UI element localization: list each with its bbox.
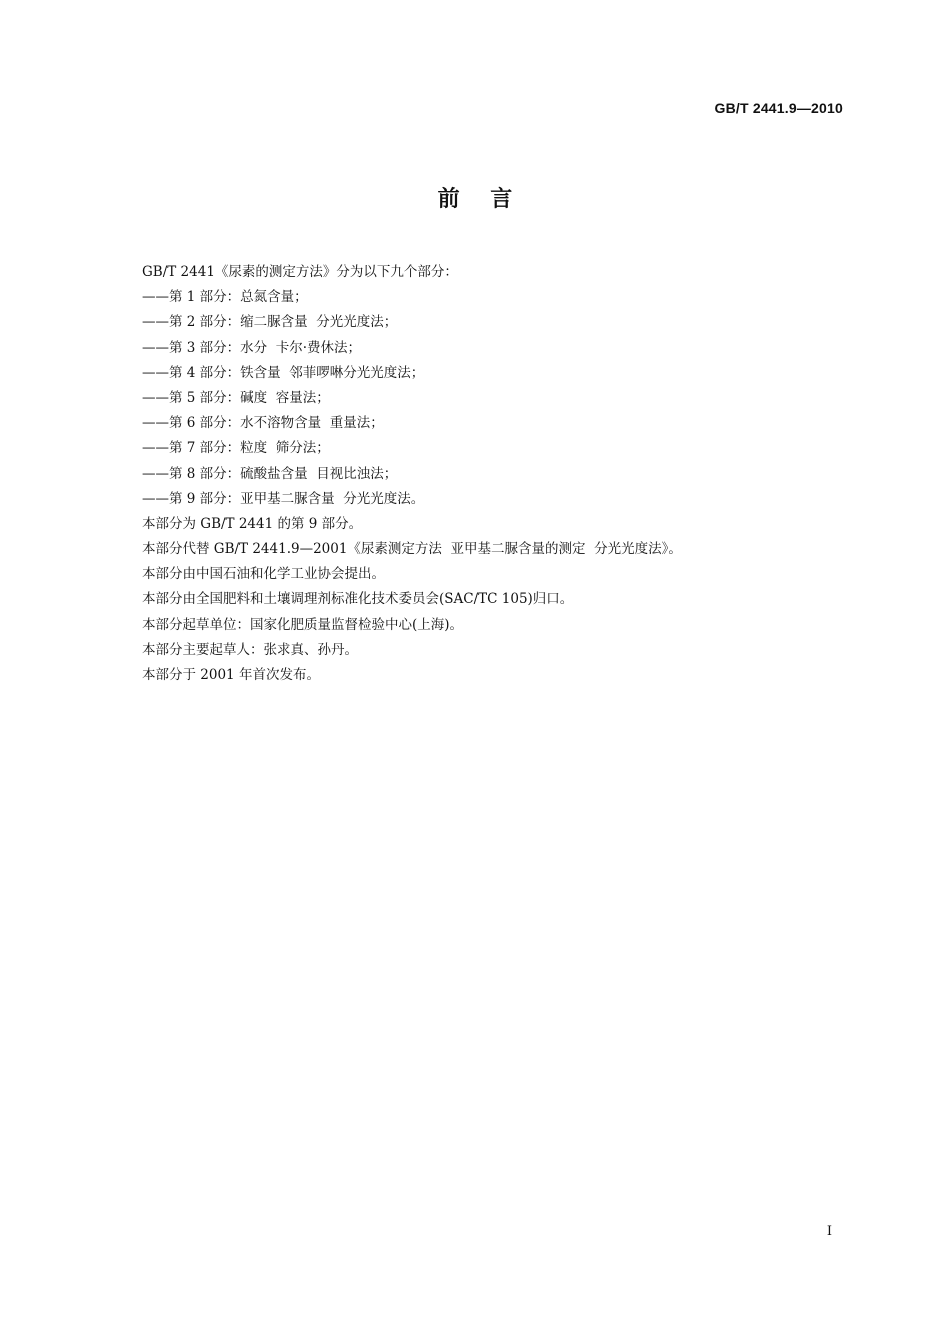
part-list-item: ——第 9 部分：亚甲基二脲含量 分光光度法。	[142, 490, 425, 507]
part-list-item: ——第 7 部分：粒度 筛分法；	[142, 440, 330, 457]
intro-line: GB/T 2441《尿素的测定方法》分为以下九个部分：	[142, 264, 458, 280]
paragraph: 本部分由中国石油和化学工业协会提出。	[142, 566, 385, 583]
part-list-item: ——第 5 部分：碱度 容量法；	[142, 389, 330, 406]
standard-code: GB/T 2441.9—2010	[714, 100, 843, 116]
foreword-body	[142, 262, 842, 690]
part-list-item: ——第 8 部分：硫酸盐含量 目视比浊法；	[142, 465, 398, 482]
paragraph: 本部分代替 GB/T 2441.9—2001《尿素测定方法 亚甲基二脲含量的测定 分光光度法》。	[142, 541, 682, 558]
paragraph: 本部分起草单位：国家化肥质量监督检验中心(上海)。	[142, 616, 464, 633]
page-number: I	[826, 1224, 832, 1239]
part-list-item: ——第 3 部分：水分 卡尔·费休法；	[142, 339, 362, 356]
part-list-item: ——第 4 部分：铁含量 邻菲啰啉分光光度法；	[142, 364, 425, 381]
page-title: 前 言	[437, 187, 513, 212]
paragraph: 本部分由全国肥料和土壤调理剂标准化技术委员会(SAC/TC 105)归口。	[142, 591, 574, 608]
paragraph: 本部分于 2001 年首次发布。	[142, 667, 320, 683]
part-list-item: ——第 1 部分：总氮含量；	[142, 289, 308, 306]
part-list-item: ——第 6 部分：水不溶物含量 重量法；	[142, 415, 384, 432]
part-list-item: ——第 2 部分：缩二脲含量 分光光度法；	[142, 314, 398, 331]
paragraph: 本部分主要起草人：张求真、孙丹。	[142, 641, 358, 658]
paragraph: 本部分为 GB/T 2441 的第 9 部分。	[142, 515, 363, 532]
